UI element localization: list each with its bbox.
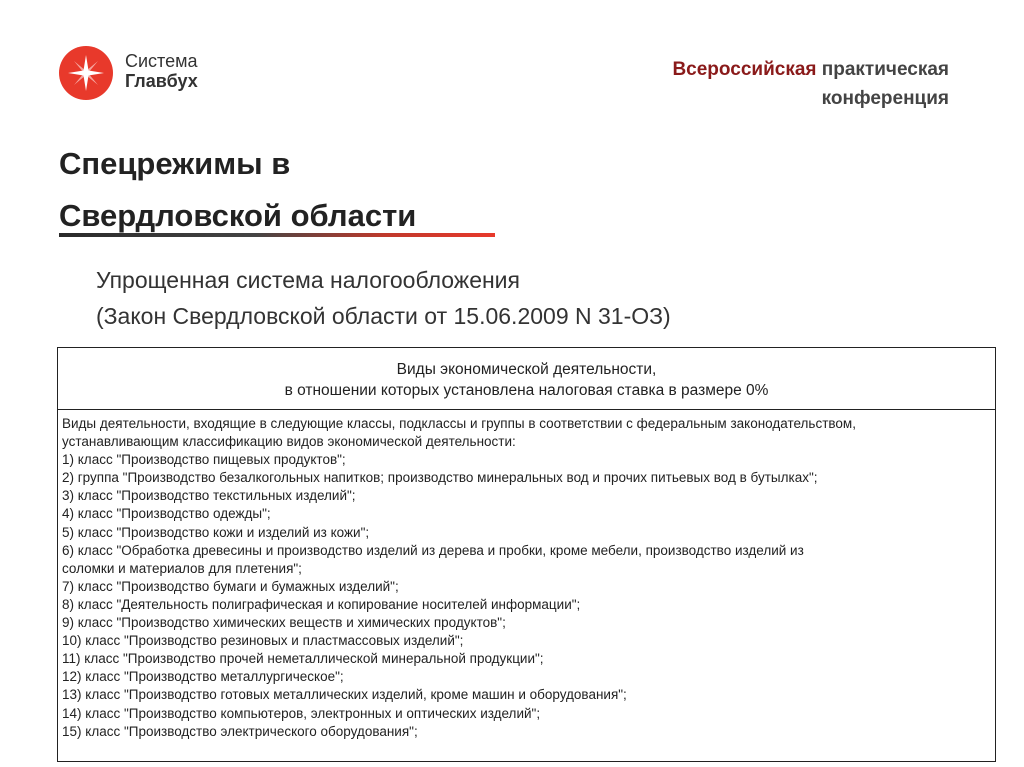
table-row: 11) класс "Производство прочей неметаллической минеральной продукции"; [62,651,544,667]
table-row: 7) класс "Производство бумаги и бумажных изделий"; [62,578,399,594]
page-title [59,138,416,242]
table-row: 1) класс "Производство пищевых продуктов"; [62,452,346,468]
title-line2: Свердловской области [59,198,417,233]
table-row: 6) класс "Обработка древесины и производство изделий из дерева и пробки, кроме мебели, производство изделий из [62,542,804,558]
title-line1: Спецрежимы в [59,146,291,181]
table-row: 10) класс "Производство резиновых и пластмассовых изделий"; [62,633,464,649]
table-row: устанавливающим классификацию видов экономической деятельности: [62,434,516,450]
table-row: соломки и материалов для плетения"; [62,560,302,576]
activity-table [57,347,996,762]
table-body [58,410,995,741]
table-row: 2) группа "Производство безалкогольных напитков; производство минеральных вод и прочих питьевых вод в бутылках"; [62,470,818,486]
logo-line1: Система [125,51,198,71]
star-sparkle-icon [59,46,113,100]
table-header-line2: в отношении которых установлена налоговая ставка в размере 0% [284,382,769,399]
conference-line2: конференция [821,88,949,109]
table-row: 14) класс "Производство компьютеров, электронных и оптических изделий"; [62,705,541,721]
table-header [58,348,995,410]
conference-line1-part1: Всероссийская [672,59,817,80]
conference-line1-part2: практическая [816,59,949,80]
title-underline [59,233,495,237]
subtitle-line2: (Закон Свердловской области от 15.06.2009 N 31-ОЗ) [96,303,671,329]
subtitle [96,262,671,334]
table-header-line1: Виды экономической деятельности, [396,361,657,378]
subtitle-line1: Упрощенная система налогообложения [96,267,520,293]
table-row: 15) класс "Производство электрического оборудования"; [62,723,418,739]
table-row: 9) класс "Производство химических веществ и химических продуктов"; [62,615,506,631]
logo-line2: Главбух [125,71,198,91]
table-row: 12) класс "Производство металлургическое"; [62,669,344,685]
table-row: 13) класс "Производство готовых металлических изделий, кроме машин и оборудования"; [62,687,627,703]
table-row: 5) класс "Производство кожи и изделий из кожи"; [62,524,370,540]
table-row: Виды деятельности, входящие в следующие классы, подклассы и группы в соответствии с федеральным законодательством, [62,416,856,431]
table-row: 4) класс "Производство одежды"; [62,506,271,522]
conference-label [672,55,949,113]
table-row: 3) класс "Производство текстильных изделий"; [62,488,356,504]
logo-text [125,51,198,91]
table-row: 8) класс "Деятельность полиграфическая и копирование носителей информации"; [62,596,581,612]
brand-logo [59,46,219,100]
